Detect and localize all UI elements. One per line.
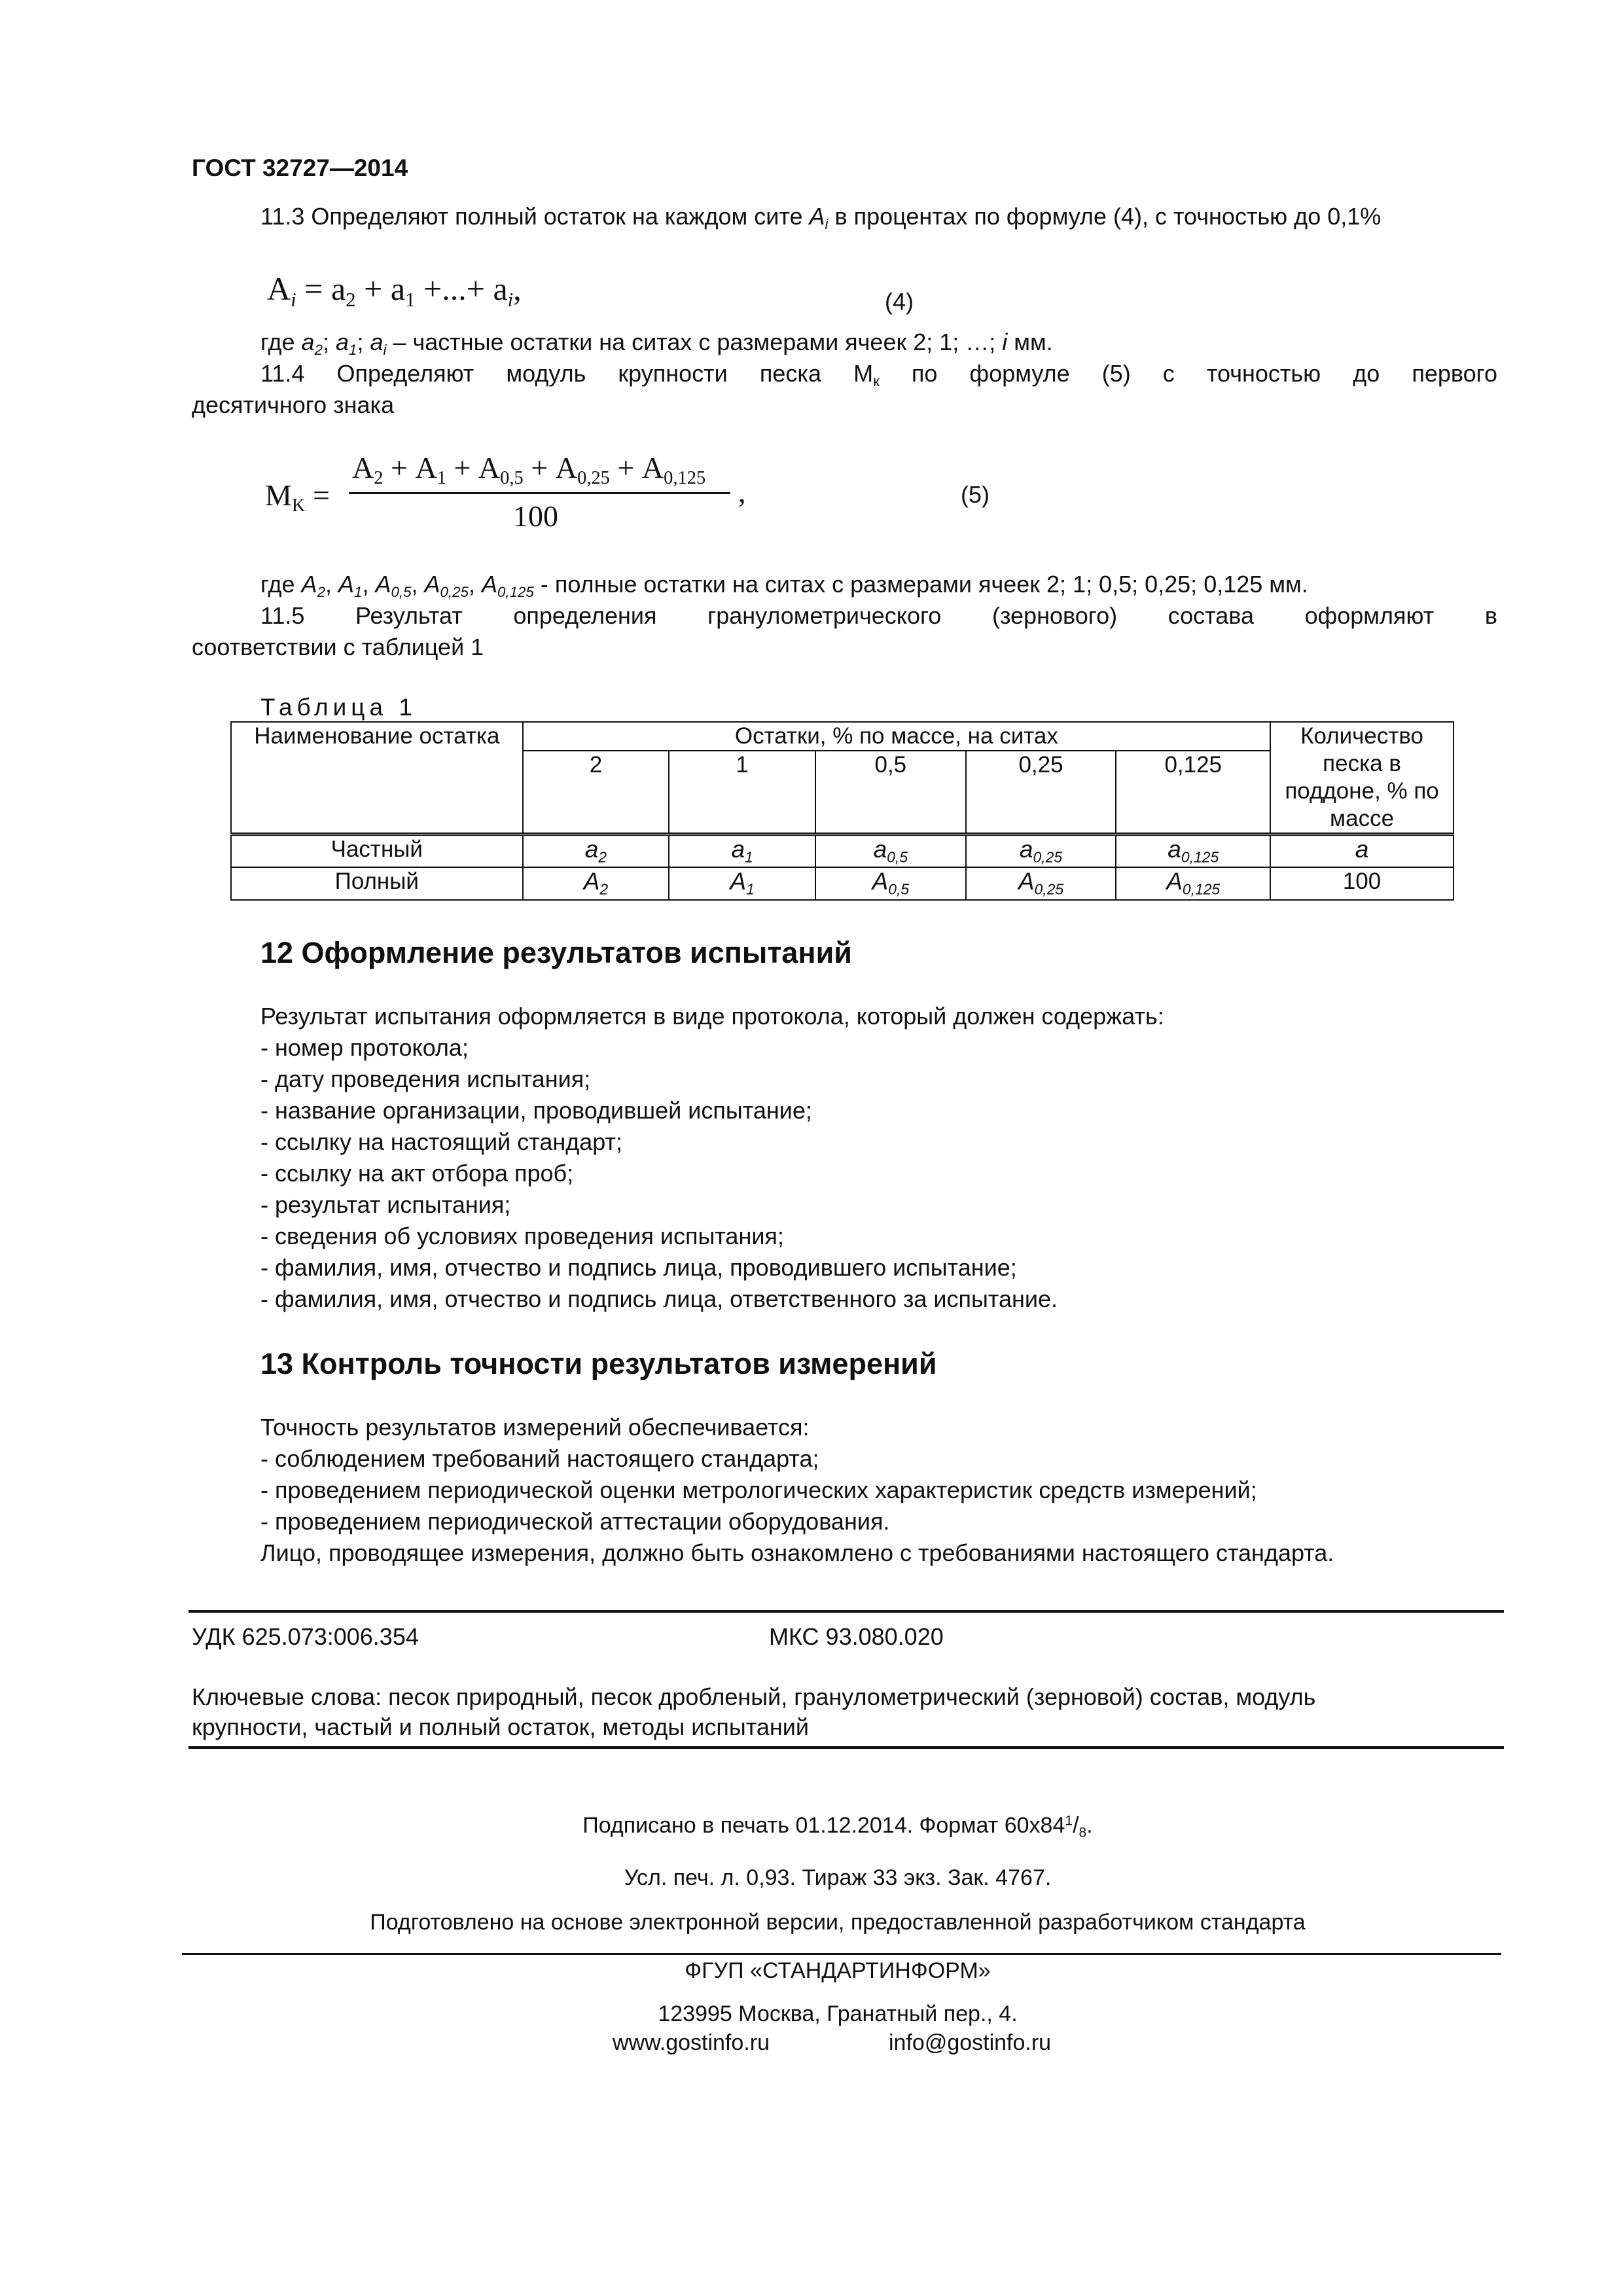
imprint-org: ФГУП «СТАНДАРТИНФОРМ» bbox=[685, 1958, 991, 1983]
imprint-address: 123995 Москва, Гранатный пер., 4. bbox=[658, 2001, 1018, 2026]
table-cell: $a_{0,25}$ bbox=[966, 834, 1116, 867]
paragraph-11-5-line1: 11.5 Результат определения гранулометрического (зернового) состава оформляют в bbox=[260, 602, 1497, 629]
section-13-list bbox=[260, 1444, 1334, 1570]
table-header-sieve: 1 bbox=[669, 751, 815, 834]
imprint-site: www.gostinfo.ru bbox=[613, 2030, 770, 2055]
divider-top bbox=[188, 1610, 1504, 1613]
list-item: - ссылку на настоящий стандарт; bbox=[260, 1128, 623, 1155]
list-item: - сведения об условиях проведения испытания; bbox=[260, 1223, 784, 1249]
formula-5-lhs: $M_K$ = bbox=[265, 478, 330, 516]
table-cell: $A_{0,5}$ bbox=[815, 867, 966, 900]
imprint-print: Усл. печ. л. 0,93. Тираж 33 экз. Зак. 4767. bbox=[624, 1865, 1052, 1890]
formula-4-legend: где $a_2$; $a_1$; $a_i$ – частные остатки на ситах с размерами ячеек 2; 1; …; i мм. bbox=[260, 329, 1053, 359]
table-cell: $a_1$ bbox=[669, 834, 815, 867]
list-item: - дату проведения испытания; bbox=[260, 1066, 591, 1092]
table-cell: $A_2$ bbox=[523, 867, 669, 900]
list-item: - ссылку на акт отбора проб; bbox=[260, 1160, 574, 1187]
section-12-title: 12 Оформление результатов испытаний bbox=[260, 936, 852, 969]
residue-table bbox=[230, 721, 1454, 901]
formula-4-number: (4) bbox=[885, 288, 914, 315]
table-header-name: Наименование остатка bbox=[231, 722, 523, 834]
table-header-sieve: 0,5 bbox=[815, 751, 966, 834]
table-cell: $a_2$ bbox=[523, 834, 669, 867]
list-item: - результат испытания; bbox=[260, 1191, 511, 1218]
table-header-tray: Количество песка в поддоне, % по массе bbox=[1270, 722, 1454, 834]
table-header-sieve: 0,25 bbox=[966, 751, 1116, 834]
table-cell: $A_{0,25}$ bbox=[966, 867, 1116, 900]
keywords-line1: Ключевые слова: песок природный, песок дробленый, гранулометрический (зерновой) состав, модуль bbox=[192, 1683, 1316, 1710]
formula-5-fraction-bar bbox=[349, 492, 730, 494]
section-13-intro: Точность результатов измерений обеспечивается: bbox=[260, 1414, 810, 1441]
table-cell: $A_{0,125}$ bbox=[1116, 867, 1270, 900]
formula-4: $A_i = a_2 + a_1$ +...+ $a_i$, bbox=[267, 270, 522, 311]
divider-bottom bbox=[188, 1746, 1504, 1749]
table-header-sieve: 2 bbox=[523, 751, 669, 834]
paragraph-11-5-line2: соответствии с таблицей 1 bbox=[192, 634, 484, 660]
paragraph-11-3: 11.3 Определяют полный остаток на каждом сите $A_i$ в процентах по формуле (4), с точностью до 0,1% bbox=[260, 203, 1382, 233]
paragraph-11-4-line1: 11.4 Определяют модуль крупности песка $М_к$ по формуле (5) с точностью до первого bbox=[260, 360, 1497, 390]
table-row bbox=[231, 867, 1454, 900]
list-item: - название организации, проводившей испытание; bbox=[260, 1097, 812, 1124]
imprint-prepared: Подготовлено на основе электронной версии, предоставленной разработчиком стандарта bbox=[370, 1910, 1306, 1935]
section-13-title: 13 Контроль точности результатов измерений bbox=[260, 1347, 937, 1380]
keywords-line2: крупности, частый и полный остаток, методы испытаний bbox=[192, 1713, 809, 1740]
list-item: - фамилия, имя, отчество и подпись лица, проводившего испытание; bbox=[260, 1254, 1017, 1281]
imprint-signed: Подписано в печать 01.12.2014. Формат $60x84^1/_8$. bbox=[582, 1813, 1093, 1840]
table-row bbox=[231, 834, 1454, 867]
imprint-divider bbox=[182, 1953, 1501, 1955]
paragraph-11-4-line2: десятичного знака bbox=[192, 391, 395, 418]
section-12-list bbox=[260, 1033, 1058, 1316]
table-header-sieve: 0,125 bbox=[1116, 751, 1270, 834]
row-name: Частный bbox=[231, 834, 523, 867]
imprint-email: info@gostinfo.ru bbox=[889, 2030, 1052, 2055]
section-13-closing: Лицо, проводящее измерения, должно быть ознакомлено с требованиями настоящего стандарта. bbox=[260, 1539, 1334, 1566]
formula-5-comma: , bbox=[738, 475, 746, 509]
section-12-intro: Результат испытания оформляется в виде протокола, который должен содержать: bbox=[260, 1003, 1164, 1030]
udk-code: УДК 625.073:006.354 bbox=[192, 1623, 419, 1650]
row-name: Полный bbox=[231, 867, 523, 900]
document-header: ГОСТ 32727—2014 bbox=[192, 154, 408, 181]
list-item: - номер протокола; bbox=[260, 1034, 469, 1061]
table-cell: $a_{0,5}$ bbox=[815, 834, 966, 867]
list-item: - фамилия, имя, отчество и подпись лица, ответственного за испытание. bbox=[260, 1285, 1058, 1312]
table-cell: $A_1$ bbox=[669, 867, 815, 900]
formula-5-numerator: $A_2 + A_1 + A_{0,5} + A_{0,25} + A_{0,125}$ bbox=[352, 451, 706, 489]
table-caption: Таблица 1 bbox=[260, 694, 417, 721]
formula-5-legend: где $A_2$, $A_1$, $A_{0,5}$, $A_{0,25}$, $A_{0,125}$ - полные остатки на ситах с размерами ячеек 2; 1; 0,5; 0,25; 0,125 мм. bbox=[260, 571, 1308, 601]
formula-5-denominator: 100 bbox=[513, 499, 558, 533]
list-item: - проведением периодической оценки метрологических характеристик средств измерений; bbox=[260, 1477, 1257, 1503]
mks-code: МКС 93.080.020 bbox=[769, 1623, 944, 1650]
table-cell: $a_{0,125}$ bbox=[1116, 834, 1270, 867]
table-header-group: Остатки, % по массе, на ситах bbox=[523, 722, 1270, 751]
table-cell: 100 bbox=[1270, 867, 1454, 900]
formula-5-number: (5) bbox=[961, 481, 990, 508]
list-item: - соблюдением требований настоящего стандарта; bbox=[260, 1445, 819, 1472]
table-cell: a bbox=[1270, 834, 1454, 867]
list-item: - проведением периодической аттестации оборудования. bbox=[260, 1508, 890, 1535]
